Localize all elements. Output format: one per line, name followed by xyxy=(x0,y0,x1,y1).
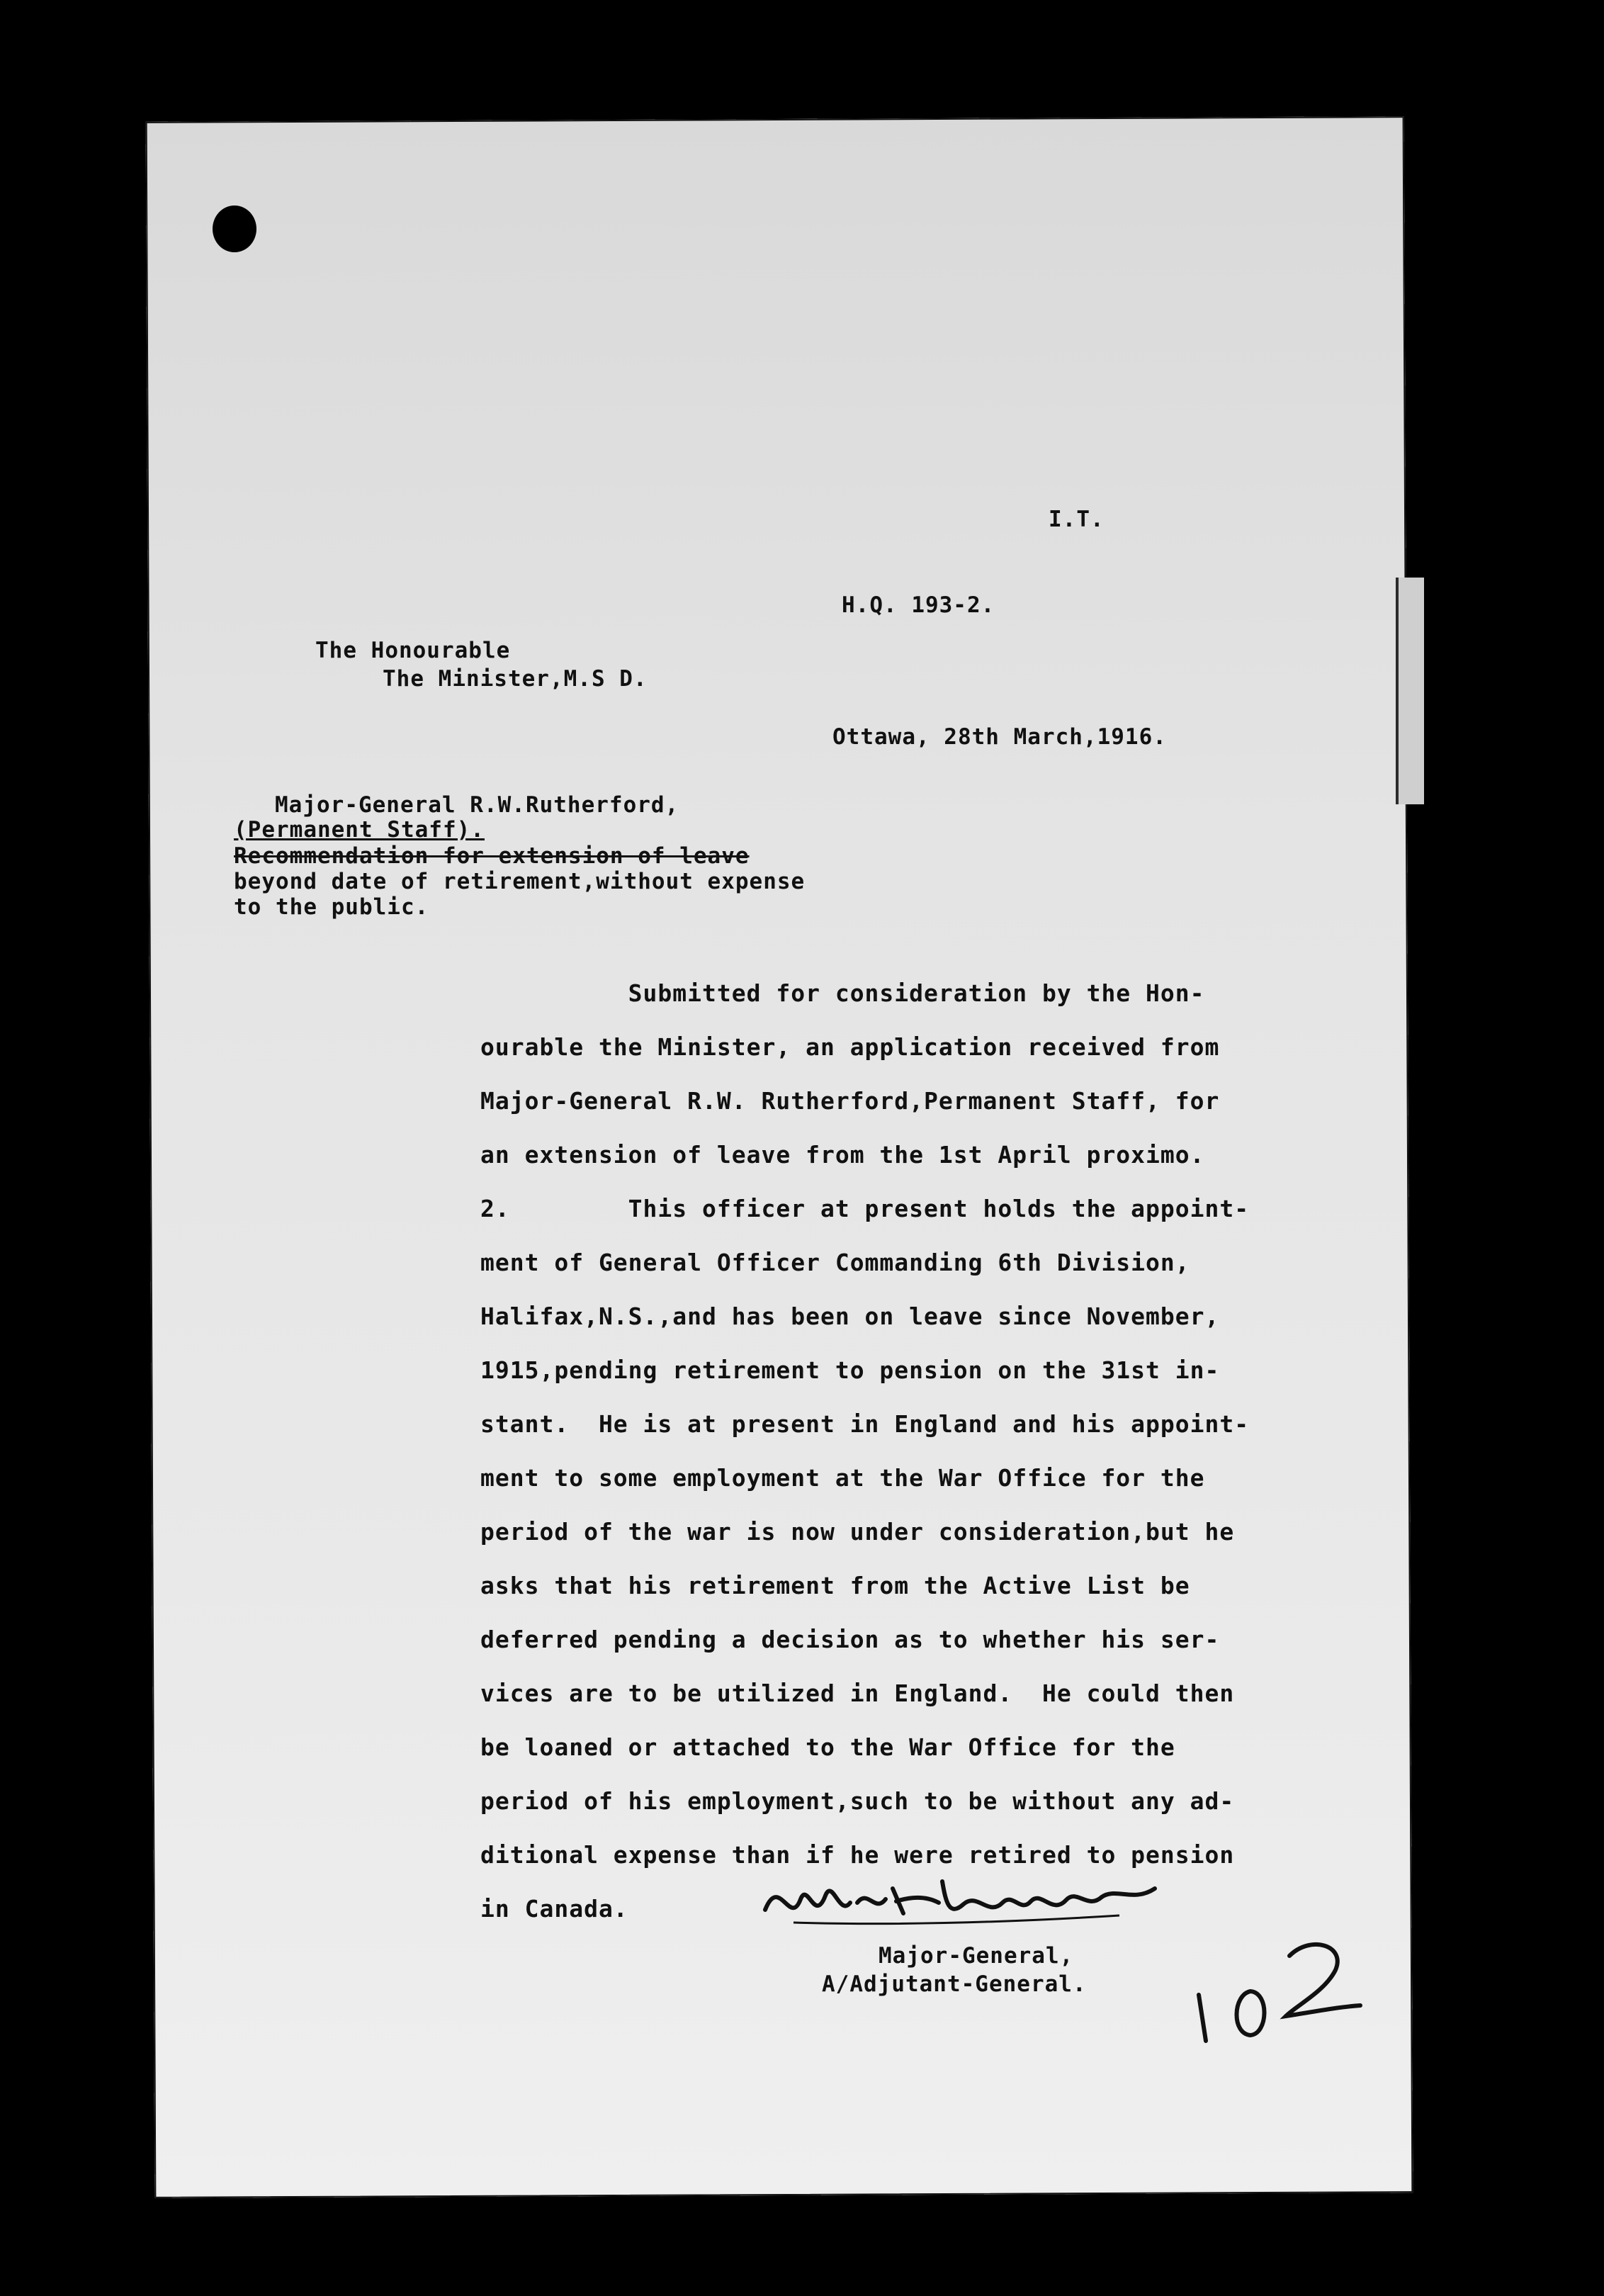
handwritten-folio-number xyxy=(1183,1928,1367,2048)
addressee-line-2: The Minister,M.S D. xyxy=(383,666,648,692)
subject-line-3: Recommendation for extension of leave xyxy=(234,843,750,869)
body-line: vices are to be utilized in England. He could then xyxy=(480,1679,1235,1707)
signature-title: A/Adjutant-General. xyxy=(822,1971,1087,1997)
body-line: Submitted for consideration by the Hon- xyxy=(480,979,1205,1007)
body-line: stant. He is at present in England and his appoint- xyxy=(480,1410,1250,1438)
body-line: asks that his retirement from the Active List be xyxy=(480,1572,1190,1599)
addressee-line-1: The Honourable xyxy=(315,638,511,663)
body-line: ourable the Minister, an application received from xyxy=(480,1033,1220,1061)
punch-hole xyxy=(213,206,256,252)
body-line: Major-General R.W. Rutherford,Permanent Staff, for xyxy=(480,1087,1220,1115)
subject-line-4: beyond date of retirement,without expense xyxy=(234,869,806,894)
body-line: 2. This officer at present holds the appoint- xyxy=(480,1195,1250,1222)
hq-reference: H.Q. 193-2. xyxy=(842,592,995,618)
body-line: Halifax,N.S.,and has been on leave since November, xyxy=(480,1302,1220,1330)
file-reference: I.T. xyxy=(1049,507,1105,532)
subject-line-2: (Permanent Staff). xyxy=(234,817,485,843)
subject-line-1: Major-General R.W.Rutherford, xyxy=(275,792,679,818)
body-line: deferred pending a decision as to whether his ser- xyxy=(480,1626,1220,1653)
body-line: period of his employment,such to be without any ad- xyxy=(480,1787,1235,1815)
paper-edge-tab xyxy=(1396,578,1424,804)
body-line: in Canada. xyxy=(480,1895,628,1923)
body-line: 1915,pending retirement to pension on the 31st in- xyxy=(480,1356,1220,1384)
handwritten-signature xyxy=(751,1860,1176,1938)
body-line: ditional expense than if he were retired to pension xyxy=(480,1841,1235,1869)
body-line: be loaned or attached to the War Office for the xyxy=(480,1733,1175,1761)
body-line: ment to some employment at the War Office for the xyxy=(480,1464,1205,1492)
body-line: ment of General Officer Commanding 6th Division, xyxy=(480,1249,1190,1276)
place-date: Ottawa, 28th March,1916. xyxy=(832,724,1167,750)
body-line: an extension of leave from the 1st April proximo. xyxy=(480,1141,1205,1169)
signature-rank: Major-General, xyxy=(879,1943,1074,1969)
body-line: period of the war is now under consideration,but he xyxy=(480,1518,1235,1546)
subject-line-5: to the public. xyxy=(234,894,429,920)
